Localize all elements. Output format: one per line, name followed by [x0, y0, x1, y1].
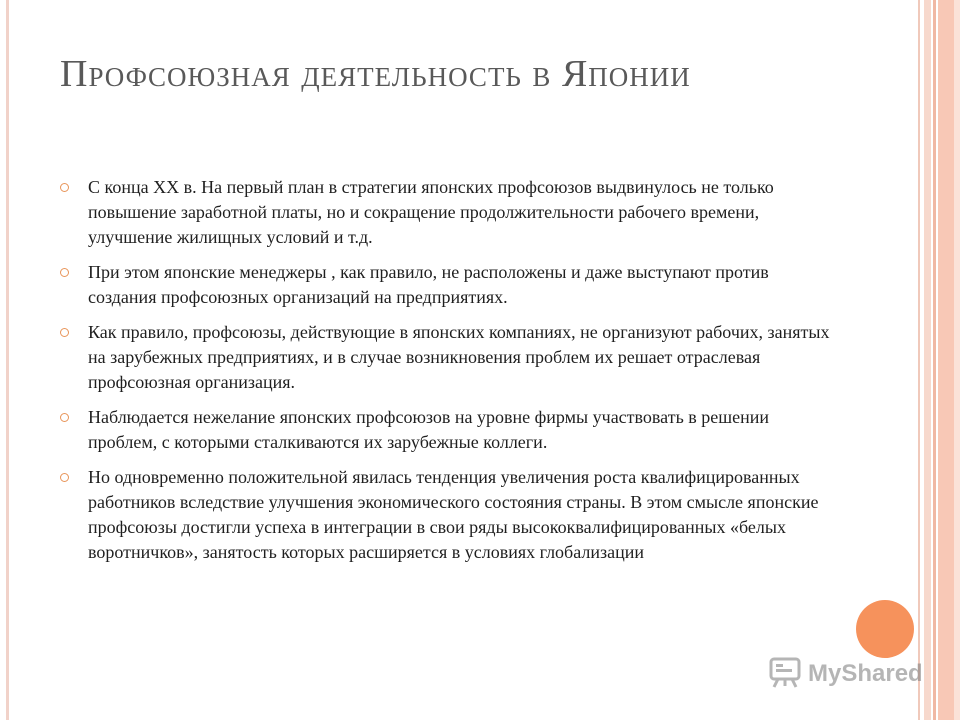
circle-bullet-icon	[60, 328, 69, 337]
right-stripe-4	[938, 0, 954, 720]
circle-bullet-icon	[60, 268, 69, 277]
right-stripe-3	[933, 0, 936, 720]
bullet-item	[60, 405, 830, 455]
bullet-list	[60, 175, 830, 575]
circle-bullet-icon	[60, 183, 69, 192]
bullet-text: С конца XX в. На первый план в стратегии японских профсоюзов выдвинулось не только повышение заработной платы, но и сокращение продолжительности рабочего времени, улучшение жилищных условий и т.д.	[88, 177, 774, 247]
bullet-text: Наблюдается нежелание японских профсоюзов на уровне фирмы участвовать в решении проблем, с которыми сталкиваются их зарубежные коллеги.	[88, 407, 770, 452]
bullet-text: Но одновременно положительной явилась тенденция увеличения роста квалифицированных работников вследствие улучшения экономического состояния страны. В этом смысле японские профсоюзы достигли успеха в интеграции в свои ряды высококвалифицированных «белых воротничков», занятость которых расширяется в условиях глобализации	[88, 467, 819, 562]
slide-title: Профсоюзная деятельность в Японии	[60, 53, 691, 95]
bullet-item	[60, 260, 830, 310]
bullet-text: При этом японские менеджеры , как правило, не расположены и даже выступают против создания профсоюзных организаций на предприятиях.	[88, 262, 769, 307]
left-border-line	[6, 0, 9, 720]
bullet-item	[60, 465, 830, 565]
presentation-board-icon	[768, 655, 802, 694]
bullet-text: Как правило, профсоюзы, действующие в японских компаниях, не организуют рабочих, занятых на зарубежных предприятиях, и в случае возникновения проблем их решает отраслевая профсоюзная организация.	[88, 322, 830, 392]
right-stripe-5	[954, 0, 960, 720]
watermark-text: MyShared	[808, 660, 923, 687]
bullet-item	[60, 320, 830, 395]
right-stripe-1	[918, 0, 920, 720]
circle-bullet-icon	[60, 473, 69, 482]
right-stripe-2	[924, 0, 931, 720]
accent-circle	[856, 600, 914, 658]
bullet-item	[60, 175, 830, 250]
watermark	[768, 657, 923, 691]
circle-bullet-icon	[60, 413, 69, 422]
